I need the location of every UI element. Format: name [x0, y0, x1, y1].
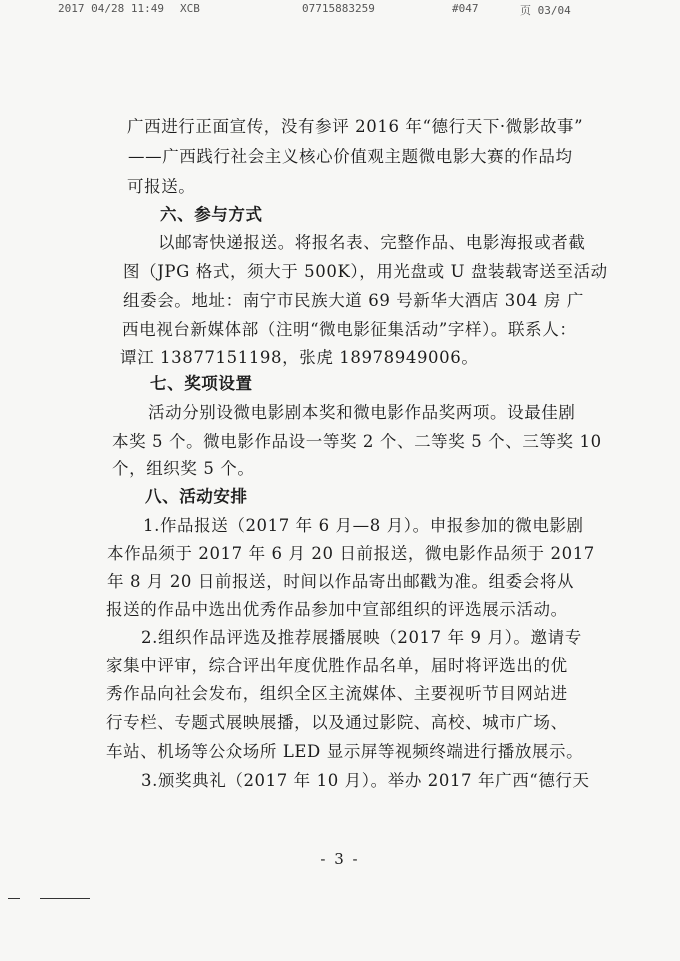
section-heading-7: 七、奖项设置 [150, 374, 253, 393]
scan-mark [40, 898, 90, 899]
body-line: 车站、机场等公众场所 LED 显示屏等视频终端进行播放展示。 [106, 742, 584, 761]
section-heading-6: 六、参与方式 [160, 205, 263, 224]
body-line: 本作品须于 2017 年 6 月 20 日前报送，微电影作品须于 2017 [107, 544, 595, 563]
fax-sender: XCB [180, 2, 200, 15]
body-line: 本奖 5 个。微电影作品设一等奖 2 个、二等奖 5 个、三等奖 10 [112, 432, 602, 451]
body-line: 广西进行正面宣传，没有参评 2016 年“德行天下·微影故事” [127, 117, 584, 136]
body-line: 行专栏、专题式展映展播，以及通过影院、高校、城市广场、 [106, 713, 568, 732]
body-line: 图（JPG 格式，须大于 500K），用光盘或 U 盘装载寄送至活动 [123, 262, 608, 281]
fax-datetime: 2017 04/28 11:49 [58, 2, 164, 15]
body-line: 家集中评审，综合评出年度优胜作品名单，届时将评选出的优 [106, 656, 568, 675]
body-line: 组委会。地址：南宁市民族大道 69 号新华大酒店 304 房 广 [123, 291, 584, 310]
fax-page: 页 03/04 [520, 4, 571, 17]
body-line: 可报送。 [127, 177, 196, 196]
body-line: 年 8 月 20 日前报送，时间以作品寄出邮戳为准。组委会将从 [107, 572, 575, 591]
body-line: 谭江 13877151198，张虎 18978949006。 [120, 348, 479, 367]
body-line: 3.颁奖典礼（2017 年 10 月）。举办 2017 年广西“德行天 [141, 771, 590, 790]
body-line: 活动分别设微电影剧本奖和微电影作品奖两项。设最佳剧 [148, 403, 576, 422]
body-line: 西电视台新媒体部（注明“微电影征集活动”字样）。联系人： [122, 320, 577, 339]
body-line: 2.组织作品评选及推荐展播展映（2017 年 9 月）。邀请专 [141, 628, 582, 647]
fax-job: #047 [452, 2, 479, 15]
body-line: 以邮寄快递报送。将报名表、完整作品、电影海报或者截 [158, 233, 586, 252]
body-line: 秀作品向社会发布，组织全区主流媒体、主要视听节目网站进 [106, 684, 568, 703]
fax-header [0, 2, 680, 18]
fax-phone: 07715883259 [302, 2, 375, 15]
body-line: ——广西践行社会主义核心价值观主题微电影大赛的作品均 [128, 147, 573, 166]
body-line: 报送的作品中选出优秀作品参加中宣部组织的评选展示活动。 [106, 600, 568, 619]
body-line: 1.作品报送（2017 年 6 月—8 月）。申报参加的微电影剧 [143, 516, 584, 535]
body-line: 个，组织奖 5 个。 [112, 459, 255, 478]
scan-mark [8, 898, 20, 899]
section-heading-8: 八、活动安排 [145, 487, 248, 506]
page-number: - 3 - [320, 850, 360, 868]
